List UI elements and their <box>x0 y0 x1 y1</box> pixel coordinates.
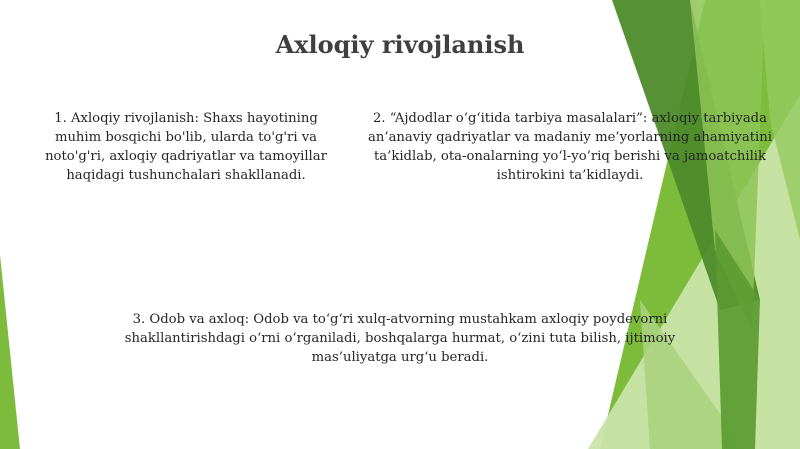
left-green-sliver <box>0 255 20 449</box>
paragraph-2: 2. “Ajdodlar o‘g‘itida tarbiya masalalari”: axloqiy tarbiyada an’anaviy qadriyatlar va madaniy me’yorlarning ahamiyatini ta’kidlab, ota-onalarning yo‘l-yo‘riq berishi va jamoatchilik ishtirokini ta’kidlaydi. <box>368 111 772 183</box>
paragraph-1: 1. Axloqiy rivojlanish: Shaxs hayotining muhim bosqichi bo'lib, ularda to'g'ri va noto'g'ri, axloqiy qadriyatlar va tamoyillar haqidagi tushunchalari shakllanadi. <box>45 111 327 183</box>
paragraph-3: 3. Odob va axloq: Odob va to‘g‘ri xulq-atvorning mustahkam axloqiy poydevorni shakllantirishdagi o‘rni o‘rganiladi, boshqalarga hurmat, o‘zini tuta bilish, ijtimoiy mas’uliyatga urg‘u beradi. <box>124 312 676 365</box>
slide-title: Axloqiy rivojlanish <box>275 30 525 59</box>
